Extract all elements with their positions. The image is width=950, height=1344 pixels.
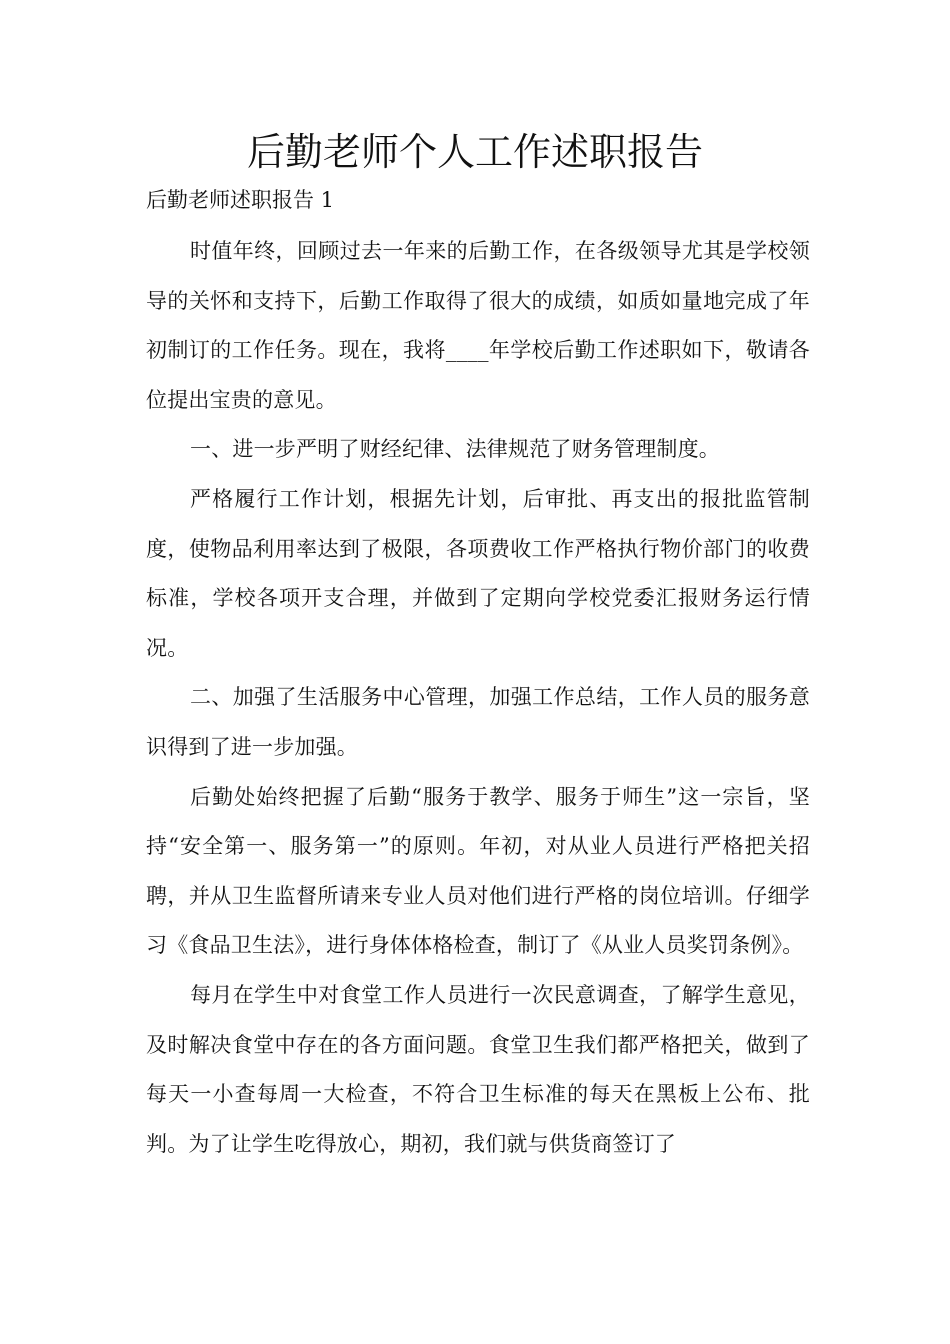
document-body [146,227,810,1169]
paragraph-section-1-body: 严格履行工作计划，根据先计划，后审批、再支出的报批监管制度，使物品利用率达到了极限，各项费收工作严格执行物价部门的收费标准，学校各项开支合理，并做到了定期向学校党委汇报财务运行情况。 [146,486,810,660]
paragraph-section-1-heading: 一、进一步严明了财经纪律、法律规范了财务管理制度。 [190,437,720,462]
paragraph-intro: 时值年终，回顾过去一年来的后勤工作，在各级领导尤其是学校领导的关怀和支持下，后勤工作取得了很大的成绩，如质如量地完成了年初制订的工作任务。现在，我将____年学校后勤工作述职如下，敬请各位提出宝贵的意见。 [146,239,810,412]
paragraph-section-2-heading: 二、加强了生活服务中心管理，加强工作总结，工作人员的服务意识得到了进一步加强。 [146,685,810,759]
document-title: 后勤老师个人工作述职报告 [246,130,703,174]
paragraph-section-2-body-continued: 每月在学生中对食堂工作人员进行一次民意调查，了解学生意见，及时解决食堂中存在的各方面问题。食堂卫生我们都严格把关，做到了每天一小查每周一大检查，不符合卫生标准的每天在黑板上公布、批判。为了让学生吃得放心，期初，我们就与供货商签订了 [146,982,810,1156]
document-subtitle: 后勤老师述职报告 1 [146,188,335,212]
paragraph-section-2-body: 后勤处始终把握了后勤“服务于教学、服务于师生”这一宗旨，坚持“安全第一、服务第一”的原则。年初，对从业人员进行严格把关招聘，并从卫生监督所请来专业人员对他们进行严格的岗位培训。仔细学习《食品卫生法》，进行身体体格检查，制订了《从业人员奖罚条例》。 [146,784,810,958]
